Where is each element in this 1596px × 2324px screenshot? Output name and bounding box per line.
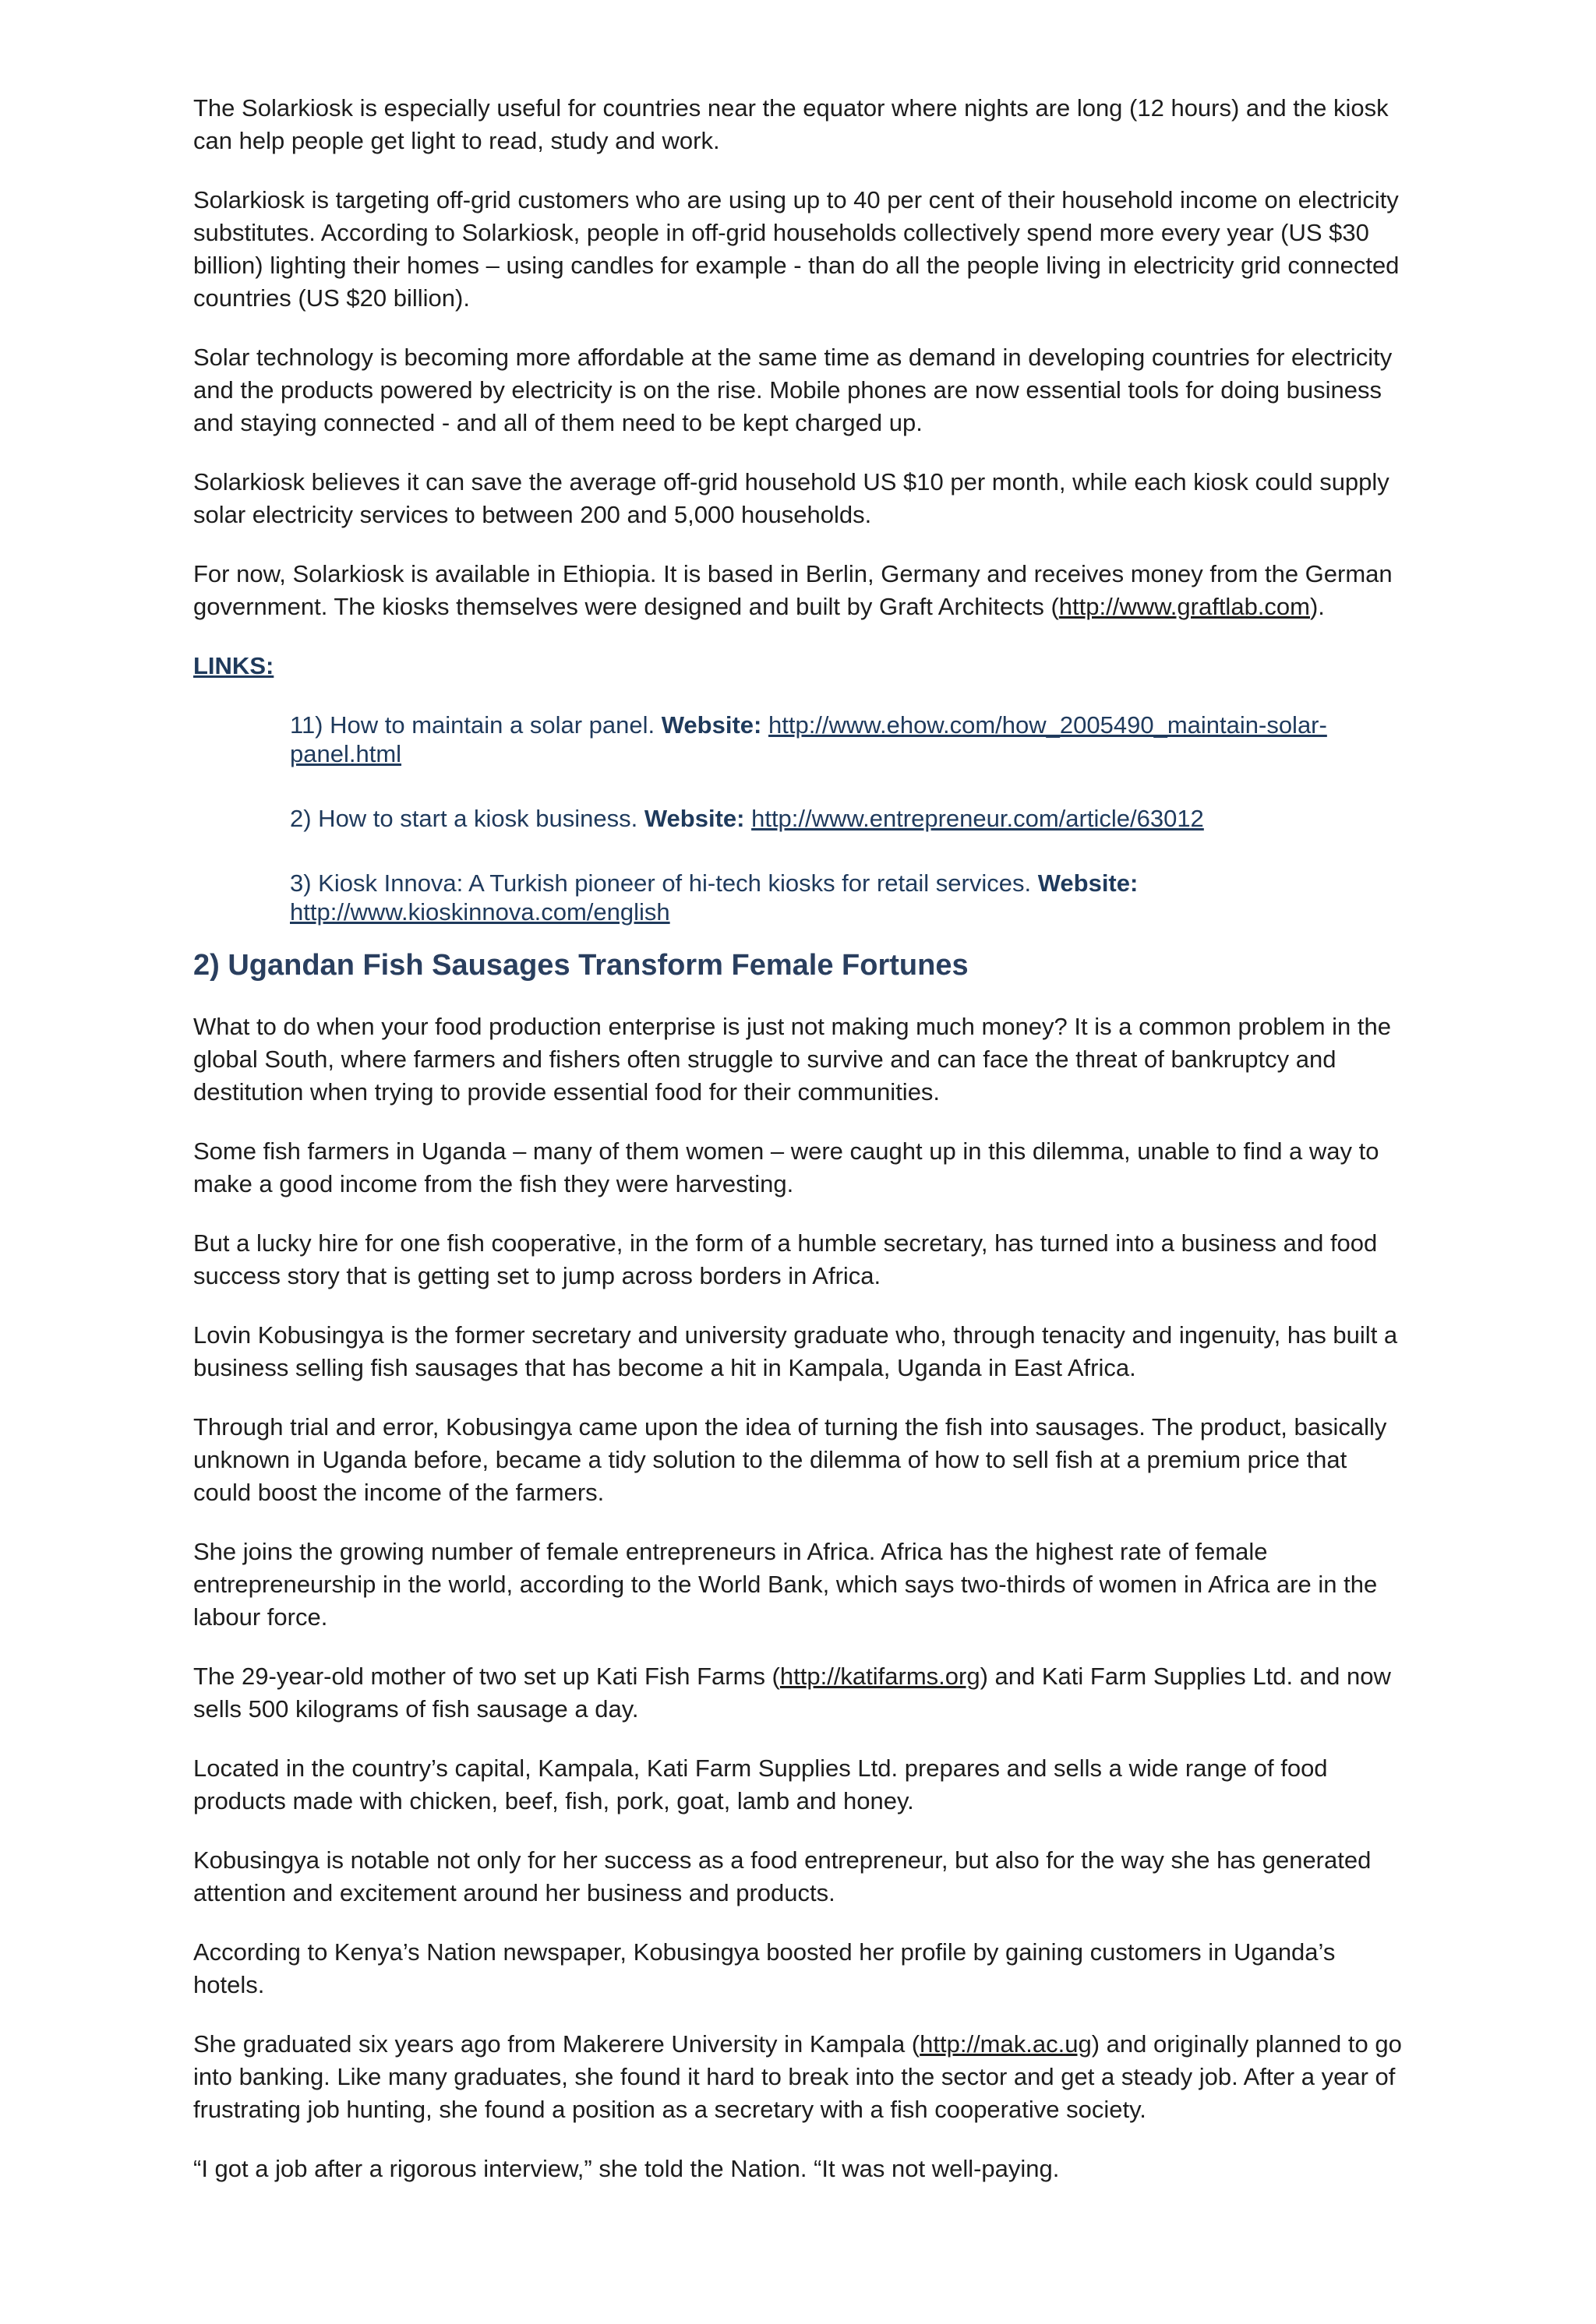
- paragraph: [193, 2028, 1409, 2126]
- link-description: 11) How to maintain a solar panel.: [290, 711, 662, 739]
- paragraph: But a lucky hire for one fish cooperative, in the form of a humble secretary, has turned into a business and food success story that is getting set to jump across borders in Africa.: [193, 1229, 1378, 1289]
- website-label: Website:: [661, 711, 762, 739]
- paragraph: Solar technology is becoming more affordable at the same time as demand in developing countries for electricity and the products powered by electricity is on the rise. Mobile phones are now essential tools for doing business and staying connected - and all of them need to be kept charged up.: [193, 344, 1393, 436]
- paragraph: Solarkiosk is targeting off-grid customers who are using up to 40 per cent of their household income on electricity substitutes. According to Solarkiosk, people in off-grid households collectively spend more every year (US $30 billion) lighting their homes – using candles for example - than do all the people living in electricity grid connected countries (US $20 billion).: [193, 186, 1400, 312]
- entrepreneur-link[interactable]: http://www.entrepreneur.com/article/63012: [751, 805, 1204, 832]
- paragraph: She joins the growing number of female entrepreneurs in Africa. Africa has the highest rate of female entrepreneurship in the world, according to the World Bank, which says two-thirds of women in Africa are in the labour force.: [193, 1538, 1378, 1631]
- paragraph: What to do when your food production enterprise is just not making much money? It is a common problem in the global South, where farmers and fishers often struggle to survive and can face the threat of bankruptcy and destitution when trying to provide essential food for their communities.: [193, 1013, 1391, 1106]
- paragraph: According to Kenya’s Nation newspaper, Kobusingya boosted her profile by gaining customers in Uganda’s hotels.: [193, 1938, 1336, 1998]
- text: She graduated six years ago from Makerere University in Kampala (: [193, 2030, 920, 2058]
- list-item: [290, 711, 1409, 768]
- text: ) and originally planned to go into banking. Like many graduates, she found it hard to break into the sector and get a steady job. After a year of frustrating job hunting, she found a position as a secretary with a fish cooperative society.: [193, 2030, 1402, 2123]
- text: The 29-year-old mother of two set up Kati Fish Farms (: [193, 1663, 780, 1690]
- paragraph: Kobusingya is notable not only for her success as a food entrepreneur, but also for the way she has generated attention and excitement around her business and products.: [193, 1846, 1372, 1906]
- text: ) and Kati Farm Supplies Ltd. and now sells 500 kilograms of fish sausage a day.: [193, 1663, 1391, 1723]
- ehow-link[interactable]: http://www.ehow.com/how_2005490_maintain-solar-panel.html: [290, 711, 1327, 767]
- text: ).: [1309, 593, 1325, 620]
- katifarms-link[interactable]: http://katifarms.org: [779, 1663, 980, 1690]
- paragraph: Through trial and error, Kobusingya came upon the idea of turning the fish into sausages. The product, basically unknown in Uganda before, became a tidy solution to the dilemma of how to sell fish at a premium price that could boost the income of the farmers.: [193, 1413, 1387, 1506]
- paragraph: Located in the country’s capital, Kampala, Kati Farm Supplies Ltd. prepares and sells a wide range of food products made with chicken, beef, fish, pork, goat, lamb and honey.: [193, 1754, 1328, 1814]
- website-label: Website:: [1037, 869, 1139, 897]
- paragraph: [193, 558, 1409, 623]
- website-label: Website:: [644, 805, 745, 832]
- document-page: [193, 92, 1409, 2212]
- paragraph: Some fish farmers in Uganda – many of them women – were caught up in this dilemma, unable to find a way to make a good income from the fish they were harvesting.: [193, 1137, 1379, 1197]
- paragraph: [193, 1660, 1409, 1726]
- list-item: [290, 869, 1409, 926]
- paragraph: The Solarkiosk is especially useful for countries near the equator where nights are long (12 hours) and the kiosk can help people get light to read, study and work.: [193, 94, 1389, 154]
- paragraph: Lovin Kobusingya is the former secretary and university graduate who, through tenacity and ingenuity, has built a business selling fish sausages that has become a hit in Kampala, Uganda in East Africa.: [193, 1321, 1398, 1381]
- link-description: 3) Kiosk Innova: A Turkish pioneer of hi-tech kiosks for retail services.: [290, 869, 1038, 897]
- list-item: [290, 804, 1409, 833]
- links-list: [290, 711, 1409, 926]
- paragraph: Solarkiosk believes it can save the average off-grid household US $10 per month, while each kiosk could supply solar electricity services to between 200 and 5,000 households.: [193, 468, 1389, 528]
- graftlab-link[interactable]: http://www.graftlab.com: [1058, 593, 1310, 620]
- makerere-link[interactable]: http://mak.ac.ug: [920, 2030, 1092, 2058]
- link-description: 2) How to start a kiosk business.: [290, 805, 644, 832]
- links-heading: LINKS:: [193, 652, 274, 679]
- text: For now, Solarkiosk is available in Ethiopia. It is based in Berlin, Germany and receives money from the German government. The kiosks themselves were designed and built by Graft Architects (: [193, 560, 1393, 620]
- paragraph: “I got a job after a rigorous interview,” she told the Nation. “It was not well-paying.: [193, 2155, 1060, 2182]
- kioskinnova-link[interactable]: http://www.kioskinnova.com/english: [290, 898, 670, 926]
- section-heading: 2) Ugandan Fish Sausages Transform Female Fortunes: [193, 949, 969, 982]
